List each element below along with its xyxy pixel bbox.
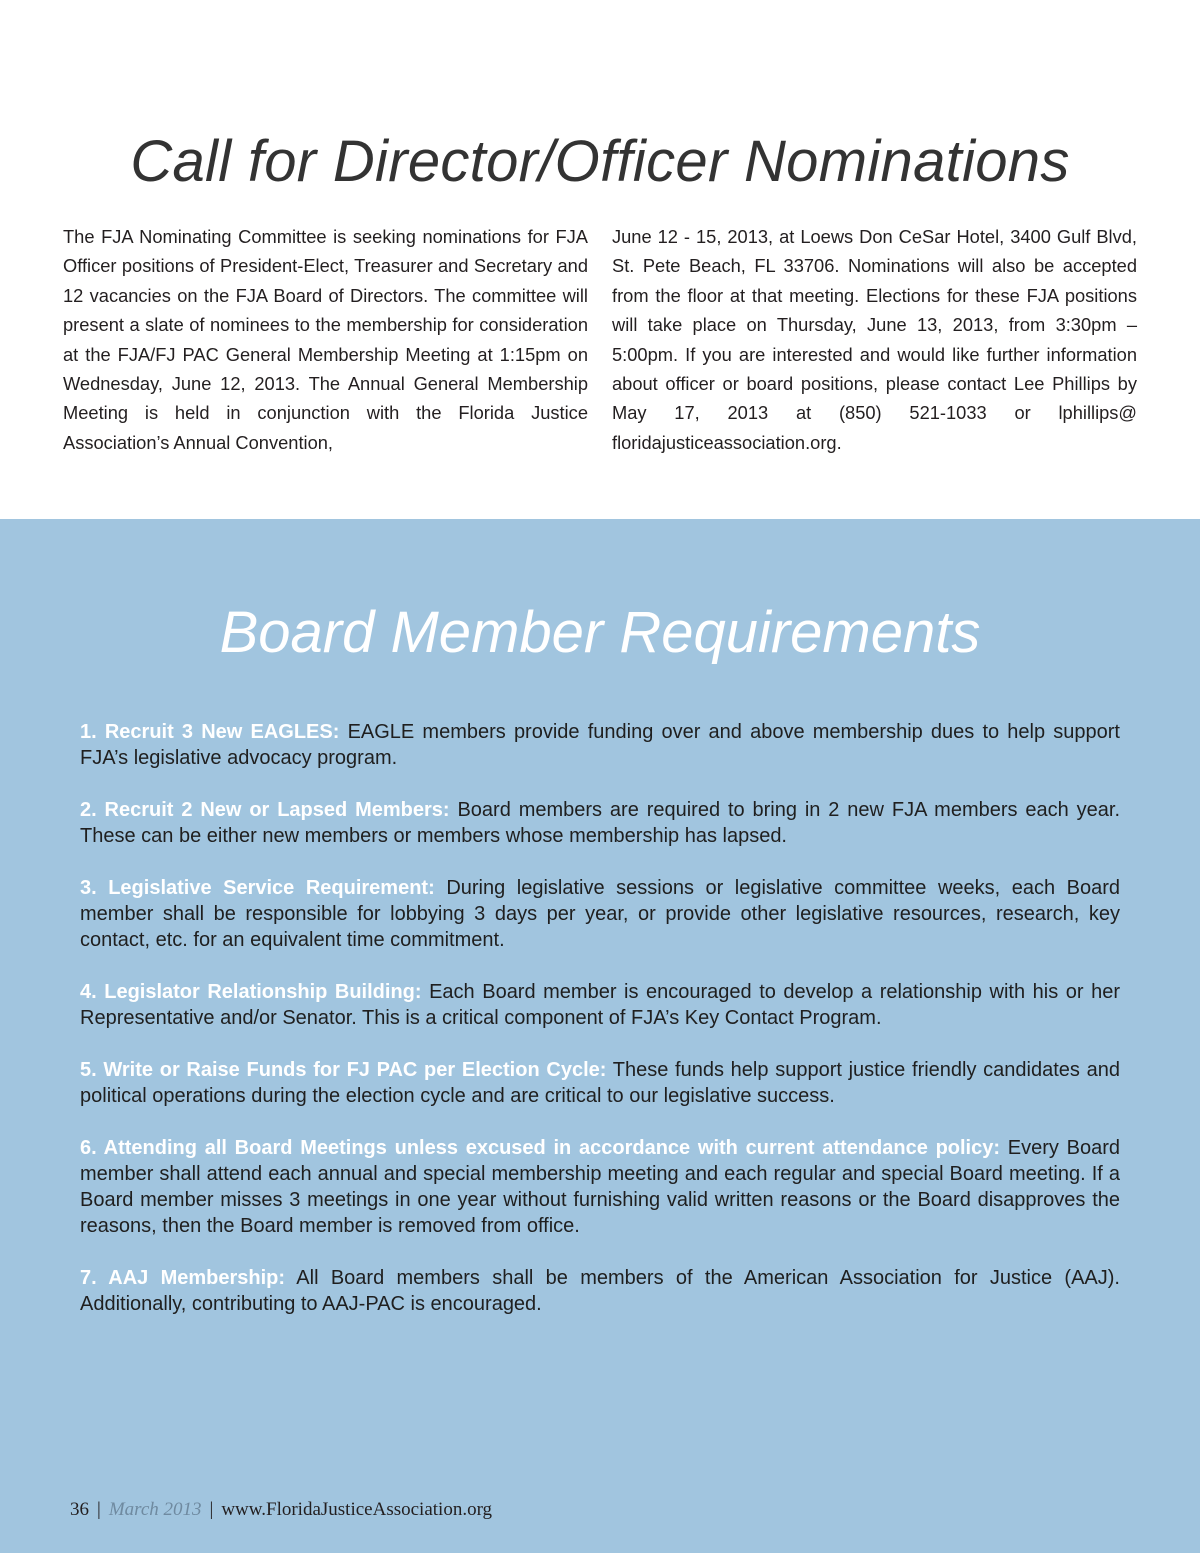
nominations-left-column: The FJA Nominating Committee is seeking nominations for FJA Officer positions of President-Elect, Treasurer and Secretary and 12 vacancies on the FJA Board of Directors. The committee will present a slate of nominees to the membership for consideration at the FJA/FJ PAC General Membership Meeting at 1:15pm on Wednesday, June 12, 2013. The Annual General Membership Meeting is held in conjunction with the Florida Justice Association’s Annual Convention,	[63, 226, 588, 453]
footer-separator: |	[97, 1499, 101, 1520]
requirements-title: Board Member Requirements	[219, 600, 981, 665]
requirement-text: All Board members shall be members of the American Association for Justice (AAJ). Additionally, contributing to AAJ-PAC is encouraged.	[80, 1267, 1120, 1315]
requirement-item	[80, 979, 1120, 1031]
requirement-item	[80, 1057, 1120, 1109]
nominations-title: Call for Director/Officer Nominations	[130, 129, 1070, 194]
requirement-item	[80, 875, 1120, 953]
requirements-list	[80, 719, 1120, 1343]
requirement-item	[80, 719, 1120, 771]
requirement-heading: 5. Write or Raise Funds for FJ PAC per Election Cycle:	[80, 1059, 607, 1081]
nominations-section	[0, 0, 1200, 519]
requirement-heading: 3. Legislative Service Requirement:	[80, 877, 435, 899]
website-link[interactable]: www.FloridaJusticeAssociation.org	[221, 1499, 493, 1520]
requirement-item	[80, 797, 1120, 849]
requirement-item	[80, 1265, 1120, 1317]
nominations-right-column: June 12 - 15, 2013, at Loews Don CeSar Hotel, 3400 Gulf Blvd, St. Pete Beach, FL 33706. Nominations will also be accepted from the floor at that meeting. Elections for these FJA positions will take place on Thursday, June 13, 2013, from 3:30pm – 5:00pm. If you are interested and would like further information about officer or board positions, please contact Lee Phillips by May 17, 2013 at (850) 521-1033 or lphillips@ floridajusticeassociation.org.	[612, 226, 1137, 453]
requirement-text: Every Board member shall attend each annual and special membership meeting and each regular and special Board meeting. If a Board member misses 3 meetings in one year without furnishing valid written reasons or the Board disapproves the reasons, then the Board member is removed from office.	[80, 1137, 1120, 1237]
requirement-text: During legislative sessions or legislative committee weeks, each Board member shall be responsible for lobbying 3 days per year, or provide other legislative resources, research, key contact, etc. for an equivalent time commitment.	[80, 877, 1121, 951]
requirement-text: These funds help support justice friendly candidates and political operations during the election cycle and are critical to our legislative success.	[80, 1059, 1120, 1107]
requirement-item	[80, 1135, 1120, 1239]
requirement-heading: 6. Attending all Board Meetings unless excused in accordance with current attendance policy:	[80, 1137, 1001, 1159]
requirement-text: Board members are required to bring in 2 new FJA members each year. These can be either new members or members whose membership has lapsed.	[80, 799, 1120, 847]
page-footer	[70, 1499, 492, 1521]
footer-separator: |	[209, 1499, 214, 1520]
requirement-heading: 2. Recruit 2 New or Lapsed Members:	[80, 799, 450, 821]
requirement-heading: 1. Recruit 3 New EAGLES:	[80, 721, 340, 743]
issue-date: March 2013	[108, 1499, 202, 1520]
requirements-section	[0, 519, 1200, 1553]
requirement-text: EAGLE members provide funding over and above membership dues to help support FJA’s legislative advocacy program.	[80, 721, 1120, 769]
requirement-heading: 7. AAJ Membership:	[80, 1267, 286, 1289]
requirement-heading: 4. Legislator Relationship Building:	[80, 981, 422, 1003]
requirement-text: Each Board member is encouraged to develop a relationship with his or her Representative and/or Senator. This is a critical component of FJA’s Key Contact Program.	[80, 981, 1120, 1029]
page-number: 36	[70, 1499, 89, 1520]
